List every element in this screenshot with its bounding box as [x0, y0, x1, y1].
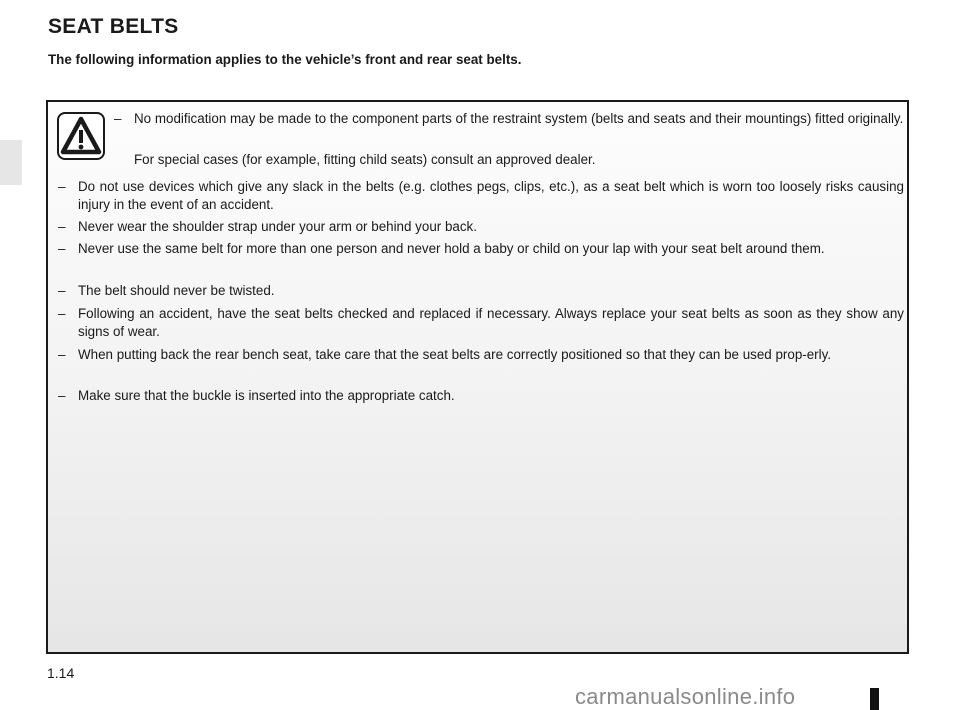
dash: –: [58, 306, 66, 321]
dash: –: [58, 283, 66, 298]
watermark: carmanualsonline.info: [575, 684, 796, 709]
warning-item: [58, 178, 904, 214]
warning-item: [58, 305, 904, 341]
warning-item-text: Never wear the shoulder strap under your arm or behind your back.: [78, 219, 477, 234]
warning-item: [114, 110, 904, 128]
dash: –: [58, 388, 66, 403]
dash: –: [58, 179, 66, 194]
page-title: SEAT BELTS: [48, 15, 179, 38]
warning-box: [46, 100, 909, 654]
warning-item-text: No modification may be made to the component parts of the restraint system (belts and seats and their mountings) fitted originally.: [134, 111, 904, 126]
warning-item-text: Following an accident, have the seat belts checked and replaced if necessary. Always replace your seat belts as soon as they show any signs of wear.: [78, 306, 904, 339]
warning-triangle-icon: [57, 112, 105, 160]
page-number: 1.14: [47, 665, 75, 681]
dash: –: [58, 347, 66, 362]
warning-item: [58, 346, 904, 364]
warning-item: [58, 218, 904, 236]
warning-subtext: For special cases (for example, fitting child seats) consult an approved dealer.: [134, 152, 596, 167]
warning-item-text: Make sure that the buckle is inserted into the appropriate catch.: [78, 388, 455, 403]
dash: –: [58, 219, 66, 234]
warning-item-text: The belt should never be twisted.: [78, 283, 275, 298]
section-tab: [0, 140, 22, 185]
dash: –: [58, 241, 66, 256]
dash: –: [114, 111, 122, 126]
warning-item-text: When putting back the rear bench seat, take care that the seat belts are correctly positioned so that they can be used prop-erly.: [78, 347, 832, 362]
warning-item-text: Never use the same belt for more than one person and never hold a baby or child on your lap with your seat belt around them.: [78, 241, 825, 256]
intro-text: The following information applies to the vehicle’s front and rear seat belts.: [48, 52, 522, 67]
corner-mark: [870, 688, 879, 710]
warning-item: [58, 282, 904, 300]
warning-item: [58, 240, 904, 258]
warning-item: [58, 387, 904, 405]
warning-item-text: Do not use devices which give any slack in the belts (e.g. clothes pegs, clips, etc.), as a seat belt which is worn too loosely risks causing injury in the event of an accident.: [78, 179, 904, 212]
